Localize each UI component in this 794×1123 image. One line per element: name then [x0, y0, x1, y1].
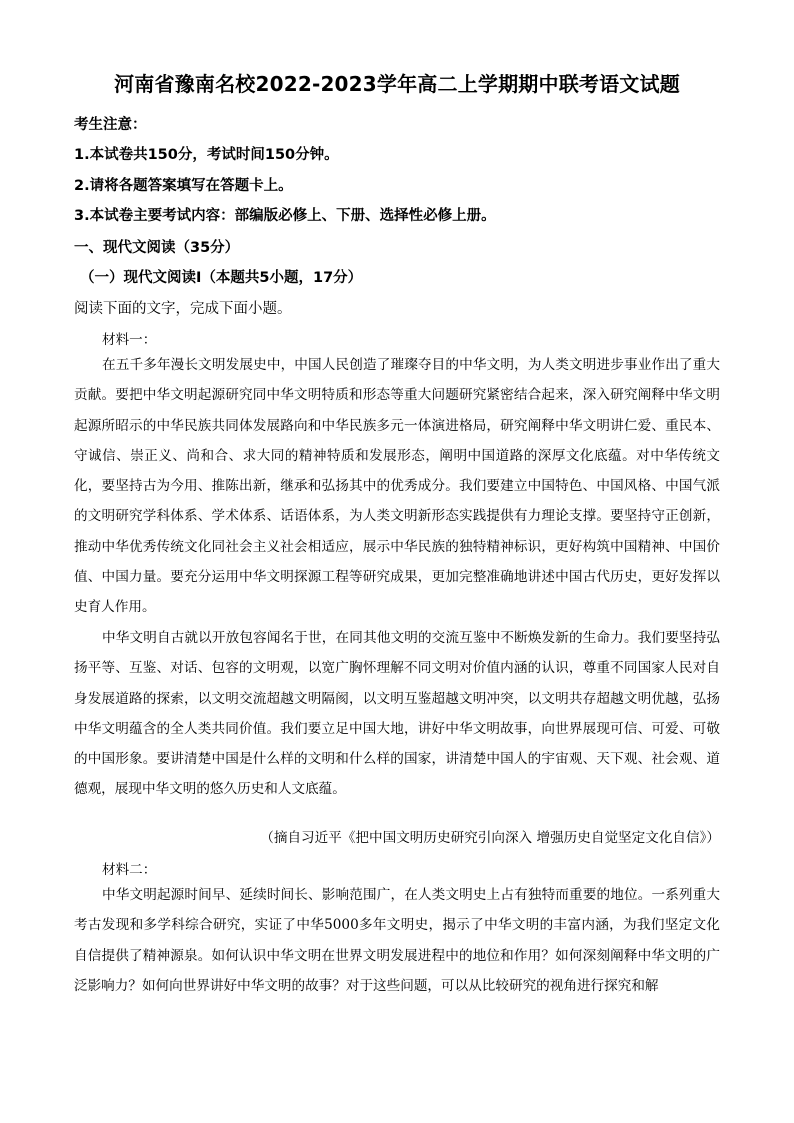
subsection-heading: （一）现代文阅读Ⅰ（本题共5小题，17分）: [80, 270, 363, 286]
material-1-paragraph-1: 在五千多年漫长文明发展史中，中国人民创造了璀璨夺目的中华文明，为人类文明进步事业作出了重大贡献。要把中华文明起源研究同中华文明特质和形态等重大问题研究紧密结合起来，深入研究阐释中华文明起源所昭示的中华民族共同体发展路向和中华民族多元一体演进格局，研究阐释中华文明讲仁爱、重民本、守诚信、崇正义、尚和合、求大同的精神特质和发展形态，阐明中国道路的深厚文化底蕴。对中华传统文化，要坚持古为今用、推陈出新，继承和弘扬其中的优秀成分。我们要建立中国特色、中国风格、中国气派的文明研究学科体系、学术体系、话语体系，为人类文明新形态实践提供有力理论支撑。要坚持守正创新，推动中华优秀传统文化同社会主义社会相适应，展示中华民族的独特精神标识，更好构筑中国精神、中国价值、中国力量。要充分运用中华文明探源工程等研究成果，更加完整准确地讲述中国古代历史，更好发挥以史育人作用。: [74, 357, 720, 616]
material-1-label: 材料一：: [102, 332, 157, 348]
notice-item-3: 3.本试卷主要考试内容：部编版必修上、下册、选择性必修上册。: [74, 208, 496, 224]
section-heading: 一、现代文阅读（35分）: [74, 240, 240, 256]
material-2-paragraph-1: 中华文明起源时间早、延续时间长、影响范围广，在人类文明史上占有独特而重要的地位。一系列重大考古发现和多学科综合研究，实证了中华5000多年文明史，揭示了中华文明的丰富内涵，为我们坚定文化自信提供了精神源泉。如何认识中华文明在世界文明发展进程中的地位和作用？如何深刻阐释中华文明的广泛影响力？如何向世界讲好中华文明的故事？对于这些问题，可以从比较研究的视角进行探究和解: [74, 887, 720, 994]
notice-item-2: 2.请将各题答案填写在答题卡上。: [74, 178, 293, 194]
notice-heading: 考生注意：: [74, 117, 147, 133]
reading-instruction: 阅读下面的文字，完成下面小题。: [74, 301, 292, 317]
material-1-source: （摘自习近平《把中国文明历史研究引向深入 增强历史自觉坚定文化自信》）: [260, 830, 720, 846]
material-2-label: 材料二：: [102, 862, 157, 878]
notice-item-1: 1.本试卷共150分，考试时间150分钟。: [74, 147, 339, 163]
document-title: 河南省豫南名校2022-2023学年高二上学期期中联考语文试题: [114, 72, 680, 96]
material-1-paragraph-2: 中华文明自古就以开放包容闻名于世，在同其他文明的交流互鉴中不断焕发新的生命力。我们要坚持弘扬平等、互鉴、对话、包容的文明观，以宽广胸怀理解不同文明对价值内涵的认识，尊重不同国家人民对自身发展道路的探索，以文明交流超越文明隔阂，以文明互鉴超越文明冲突，以文明共存超越文明优越，弘扬中华文明蕴含的全人类共同价值。我们要立足中国大地，讲好中华文明故事，向世界展现可信、可爱、可敬的中国形象。要讲清楚中国是什么样的文明和什么样的国家，讲清楚中国人的宇宙观、天下观、社会观、道德观，展现中华文明的悠久历史和人文底蕴。: [74, 630, 720, 798]
